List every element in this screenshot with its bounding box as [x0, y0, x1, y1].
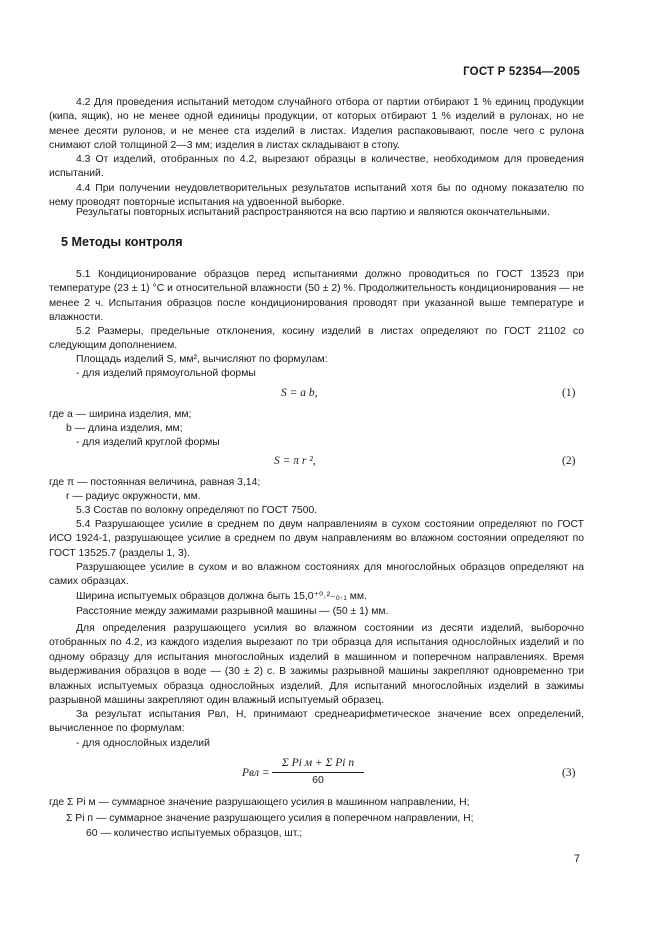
where-pi: где π — постоянная величина, равная 3,14; — [49, 477, 261, 488]
paragraph-multilayer: Разрушающее усилие в сухом и во влажном состояниях для многослойных образцов определяют на самих образцах. — [49, 562, 584, 588]
document-header: ГОСТ Р 52354—2005 — [463, 66, 580, 78]
paragraph-wet: Для определения разрушающего усилия во влажном состоянии из десяти изделий, выборочно отобранных по 4.2, из каждого изделия вырезают по три образца для испытания однослойных изделий и по одному образцу для испытания многослойных изделий в машинном и поперечном направлениях. Время выдерживания образцов в воде — (30 ± 2) с. В зажимы разрывной машины закрепляют одновременно три влажных испытуемых образца однослойных изделий. Для испытаний многослойных изделий в зажимы разрывной машины закрепляют один влажный испытуемый образец. — [49, 623, 584, 707]
list-item-round: - для изделий круглой формы — [76, 437, 220, 448]
paragraph-5-4: 5.4 Разрушающее усилие в среднем по двум направлениям в сухом состоянии определяют по ГОСТ ИСО 1924-1, разрушающее усилие в среднем по двум направлениям во влажном состоянии определяют по ГОСТ 13525.7 (разделы 1, 3). — [49, 519, 584, 559]
paragraph-5-1: 5.1 Кондиционирование образцов перед испытаниями должно проводиться по ГОСТ 13523 при температуре (23 ± 1) °С и относительной влажности (50 ± 2) %. Продолжительность кондиционирования — не менее 2 ч. Испытания образцов после кондиционирования проводят при указанной выше температуре и влажности. — [49, 269, 584, 324]
where-cross: Σ Pi п — суммарное значение разрушающего усилия в поперечном направлении, Н; — [66, 813, 474, 824]
where-a: где a — ширина изделия, мм; — [49, 409, 192, 420]
formula-3-denominator: 60 — [312, 774, 324, 786]
formula-1: S = a b, — [281, 387, 318, 399]
list-item-single: - для однослойных изделий — [76, 738, 210, 749]
formula-2: S = π r ², — [274, 455, 316, 467]
paragraph-4-3: 4.3 От изделий, отобранных по 4.2, вырезают образцы в количестве, необходимом для проведения испытаний. — [49, 154, 584, 180]
paragraph-width: Ширина испытуемых образцов должна быть 15,0⁺⁰˒²₋₀˒₁ мм. — [76, 591, 367, 602]
where-r: r — радиус окружности, мм. — [66, 491, 201, 502]
paragraph-result: За результат испытания Pвл, Н, принимают среднеарифметическое значение всех определений, вычисленное по формулам: — [49, 709, 584, 735]
formula-3 — [242, 757, 392, 793]
section-heading: 5 Методы контроля — [61, 235, 183, 249]
fraction-bar — [272, 772, 364, 773]
paragraph-4-4-results: Результаты повторных испытаний распространяются на всю партию и являются окончательными. — [76, 207, 550, 218]
page-number: 7 — [573, 853, 580, 865]
formula-3-numerator: Σ Pi м + Σ Pi п — [281, 757, 355, 769]
where-b: b — длина изделия, мм; — [66, 423, 183, 434]
formula-3-number: (3) — [562, 767, 576, 779]
paragraph-5-2: 5.2 Размеры, предельные отклонения, косину изделий в листах определяют по ГОСТ 21102 со следующим дополнением. — [49, 326, 584, 352]
list-item-rect: - для изделий прямоугольной формы — [76, 368, 256, 379]
where-count: 60 — количество испытуемых образцов, шт.; — [86, 828, 303, 839]
paragraph-5-3: 5.3 Состав по волокну определяют по ГОСТ 7500. — [76, 505, 318, 516]
where-machine: где Σ Pi м — суммарное значение разрушающего усилия в машинном направлении, Н; — [49, 797, 470, 808]
formula-3-lhs: Pвл = — [242, 767, 270, 779]
paragraph-4-4: 4.4 При получении неудовлетворительных результатов испытаний хотя бы по одному показателю по нему проводят повторные испытания на удвоенной выборке. — [49, 183, 584, 209]
paragraph-distance: Расстояние между зажимами разрывной машины — (50 ± 1) мм. — [76, 606, 389, 617]
paragraph-area: Площадь изделий S, мм², вычисляют по формулам: — [76, 354, 328, 365]
paragraph-4-2: 4.2 Для проведения испытаний методом случайного отбора от партии отбирают 1 % единиц продукции (кипа, ящик), но не менее одной единицы продукции, от которых отбирают 1 % изделий в рулонах, но не менее десяти рулонов, и не менее ста изделий в листах. Изделия распаковывают, после чего с рулона снимают слой толщиной 2—3 мм; изделия в листах складывают в стопу. — [49, 97, 584, 152]
formula-1-number: (1) — [562, 387, 576, 399]
formula-2-number: (2) — [562, 455, 576, 467]
